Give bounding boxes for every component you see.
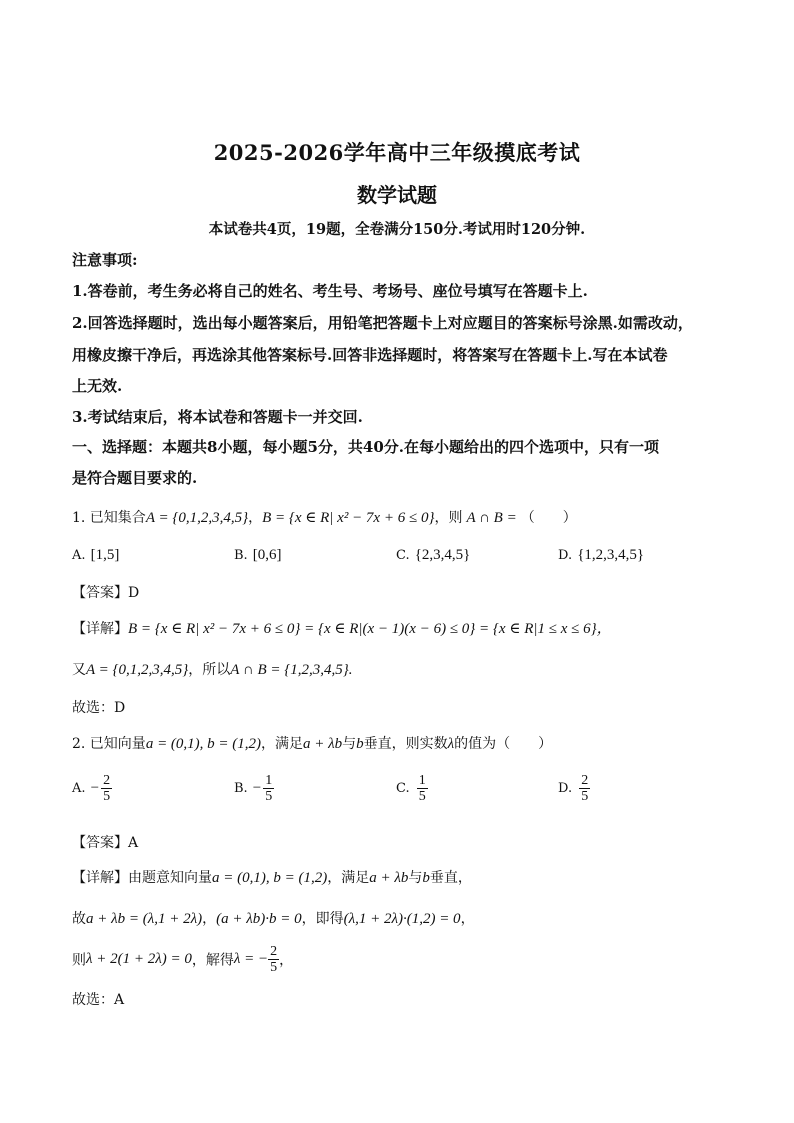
detail-text: ，所以 xyxy=(188,662,231,678)
detail-math: λ = − xyxy=(233,951,269,967)
question-1-prefix: 1. 已知集合 xyxy=(72,510,146,526)
option-sign: − xyxy=(252,780,262,796)
question-1-choice: 故选：D xyxy=(72,700,126,716)
detail-math: a + λb xyxy=(369,870,409,886)
option-label: C. xyxy=(396,781,410,796)
question-2-text: ，满足 xyxy=(261,736,304,752)
question-1-set-b: B = {x ∈ R| x² − 7x + 6 ≤ 0} xyxy=(262,510,435,526)
detail-text: 与 xyxy=(408,870,423,886)
fraction-denominator: 5 xyxy=(103,789,111,804)
question-1-option-a xyxy=(72,544,119,564)
fraction-denominator: 5 xyxy=(265,789,273,804)
detail-text: 由题意知向量 xyxy=(128,870,212,886)
question-1-detail-line-1 xyxy=(72,617,612,638)
exam-title: 2025-2026学年高中三年级摸底考试 xyxy=(213,140,581,165)
detail-math: λ + 2(1 + 2λ) = 0 xyxy=(86,951,192,967)
fraction-numerator: 1 xyxy=(265,773,273,788)
question-1-separator: ， xyxy=(248,510,263,526)
option-value: {1,2,3,4,5} xyxy=(577,547,645,563)
option-label: D. xyxy=(558,781,573,796)
question-2-detail-line-2 xyxy=(72,908,475,928)
detail-math: a + λb = (λ,1 + 2λ) xyxy=(86,911,203,927)
question-2-prefix: 2. 已知向量 xyxy=(72,736,146,752)
question-2-expression: a + λb xyxy=(303,736,343,752)
detail-text: 又 xyxy=(72,662,86,678)
question-2-detail-line-1 xyxy=(72,867,472,887)
question-1-answer: 【答案】D xyxy=(72,585,140,601)
question-1-expression: A ∩ B = xyxy=(466,510,517,526)
question-2-vectors: a = (0,1), b = (1,2) xyxy=(145,736,262,752)
question-1-paren: （ ） xyxy=(520,510,577,526)
question-1-option-d xyxy=(558,544,644,564)
section-1-heading-line-2: 是符合题目要求的. xyxy=(72,469,198,487)
detail-text: ， xyxy=(460,911,475,927)
question-2-stem xyxy=(72,733,552,753)
fraction-numerator: 2 xyxy=(581,773,589,788)
option-label: B. xyxy=(234,781,248,796)
notes-item-2-line-3: 上无效. xyxy=(72,377,123,395)
detail-text: 则 xyxy=(72,952,86,969)
option-label: A. xyxy=(72,781,86,796)
notes-heading: 注意事项: xyxy=(72,251,138,269)
question-2-option-c xyxy=(396,773,428,804)
question-2-answer: 【答案】A xyxy=(72,835,139,851)
fraction-numerator: 2 xyxy=(103,773,111,788)
detail-text: 故 xyxy=(72,911,86,927)
section-1-heading-line-1: 一、选择题：本题共8小题，每小题5分，共40分.在每小题给出的四个选项中，只有一项 xyxy=(72,438,659,456)
detail-math: b xyxy=(422,870,430,886)
option-value: [1,5] xyxy=(90,547,120,563)
detail-math: B = {x ∈ R| x² − 7x + 6 ≤ 0} = {x ∈ R|(x − 1)(x − 6) ≤ 0} = {x ∈ R|1 ≤ x ≤ 6}， xyxy=(128,621,612,637)
detail-math: A ∩ B = {1,2,3,4,5} xyxy=(230,662,349,678)
detail-math: A = {0,1,2,3,4,5} xyxy=(86,662,189,678)
fraction-numerator: 1 xyxy=(418,773,426,788)
option-fraction xyxy=(417,773,428,804)
question-2-text: 垂直，则实数 xyxy=(363,736,448,752)
question-2-lambda: λ xyxy=(447,736,455,752)
question-2-text: 的值为（ ） xyxy=(454,736,553,752)
detail-math: (a + λb)·b = 0 xyxy=(216,911,302,927)
notes-item-2-line-1: 2.回答选择题时，选出每小题答案后，用铅笔把答题卡上对应题目的答案标号涂黑.如需改动， xyxy=(72,314,693,332)
option-fraction xyxy=(101,773,112,804)
question-2-choice: 故选：A xyxy=(72,992,125,1008)
notes-item-1: 1.答卷前，考生务必将自己的姓名、考生号、考场号、座位号填写在答题卡上. xyxy=(72,282,588,300)
question-1-set-a: A = {0,1,2,3,4,5} xyxy=(145,510,249,526)
option-value: {2,3,4,5} xyxy=(414,547,471,563)
detail-text: ，即得 xyxy=(301,911,344,927)
detail-text: . xyxy=(348,662,353,678)
detail-math: (λ,1 + 2λ)·(1,2) = 0 xyxy=(343,911,461,927)
fraction-denominator: 5 xyxy=(270,960,278,975)
option-label: A. xyxy=(72,548,86,563)
question-2-text: 与 xyxy=(342,736,357,752)
option-value: [0,6] xyxy=(252,547,282,563)
question-2-vector-b: b xyxy=(356,736,364,752)
detail-text: ， xyxy=(279,952,294,969)
detail-text: ， xyxy=(202,911,217,927)
notes-item-2-line-2: 用橡皮擦干净后，再选涂其他答案标号.回答非选择题时，将答案写在答题卡上.写在本试卷 xyxy=(72,346,668,364)
question-2-option-d xyxy=(558,773,590,804)
option-fraction xyxy=(579,773,590,804)
question-1-detail-line-2 xyxy=(72,659,353,679)
option-sign: − xyxy=(90,780,100,796)
detail-label: 【详解】 xyxy=(72,621,128,637)
fraction-numerator: 2 xyxy=(270,944,278,959)
detail-text: 垂直， xyxy=(429,870,472,886)
detail-fraction xyxy=(268,944,279,975)
question-1-option-b xyxy=(234,544,282,564)
detail-math: a = (0,1), b = (1,2) xyxy=(212,870,328,886)
detail-label: 【详解】 xyxy=(72,870,128,886)
option-label: B. xyxy=(234,548,248,563)
option-label: D. xyxy=(558,548,573,563)
question-1-stem xyxy=(72,507,577,527)
fraction-denominator: 5 xyxy=(581,789,589,804)
option-label: C. xyxy=(396,548,410,563)
question-1-tail: ，则 xyxy=(434,510,463,526)
exam-info: 本试卷共4页，19题，全卷满分150分.考试用时120分钟. xyxy=(208,221,586,238)
question-2-option-a xyxy=(72,773,112,804)
notes-item-3: 3.考试结束后，将本试卷和答题卡一并交回. xyxy=(72,408,363,426)
question-1-option-c xyxy=(396,544,470,564)
option-fraction xyxy=(263,773,274,804)
detail-text: ，满足 xyxy=(327,870,370,886)
question-2-detail-line-3 xyxy=(72,944,293,975)
detail-text: ，解得 xyxy=(191,952,234,969)
fraction-denominator: 5 xyxy=(418,789,426,804)
exam-subtitle: 数学试题 xyxy=(357,183,437,207)
question-2-option-b xyxy=(234,773,274,804)
